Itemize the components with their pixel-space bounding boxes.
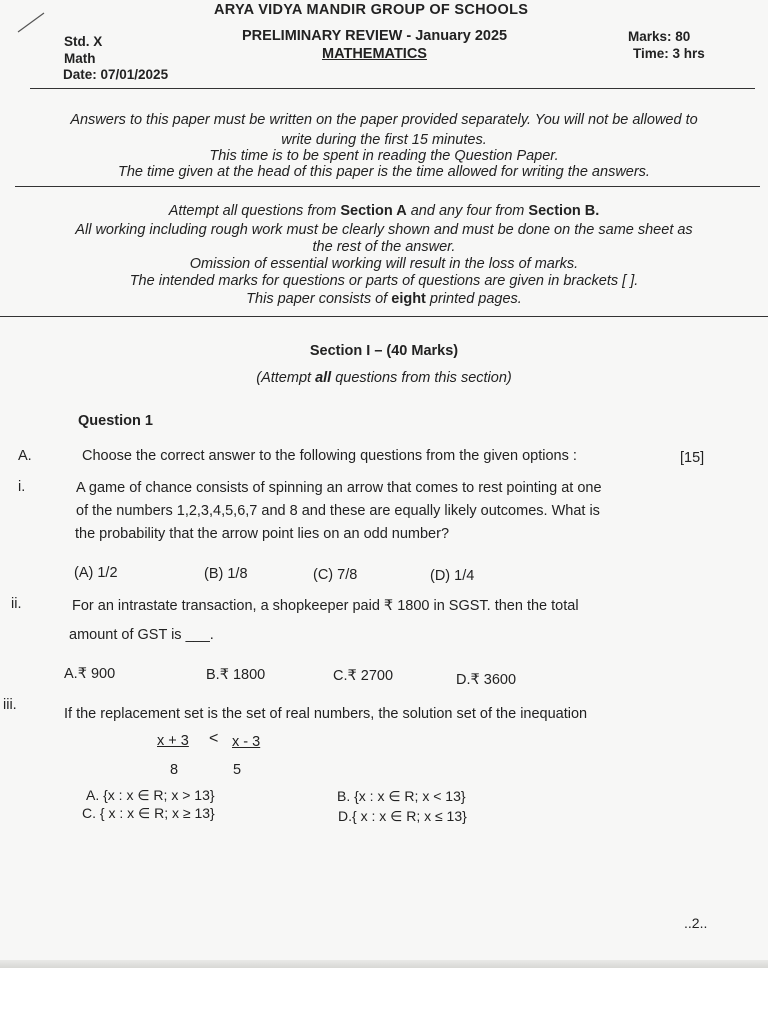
exam-title: PRELIMINARY REVIEW - January 2025 [242, 28, 508, 44]
option-a: A. {x : x ∈ R; x > 13} [86, 787, 215, 803]
option-d: D.₹ 3600 [456, 672, 517, 688]
header-divider [30, 88, 755, 89]
option-c: C.₹ 2700 [333, 668, 394, 684]
question-text: amount of GST is ___. [69, 627, 214, 643]
note-line: This time is to be spent in reading the Question Paper. [209, 148, 559, 164]
part-label: A. [18, 448, 32, 464]
instruction-line: The intended marks for questions or parts of questions are given in brackets [ ]. [129, 273, 639, 289]
question-heading: Question 1 [78, 413, 153, 429]
option-d: (D) 1/4 [430, 568, 475, 584]
instruction-line: the rest of the answer. [312, 239, 456, 255]
option-c: C. { x : x ∈ R; x ≥ 13} [82, 805, 215, 821]
option-b: B.₹ 1800 [206, 667, 266, 683]
instruction-line: All working including rough work must be clearly shown and must be done on the same sheet as [75, 222, 693, 238]
subject-short: Math [64, 51, 96, 66]
question-text: A game of chance consists of spinning an arrow that comes to rest pointing at one [76, 480, 602, 496]
option-a: A.₹ 900 [64, 666, 116, 682]
page-count: eight [391, 291, 426, 307]
question-text: of the numbers 1,2,3,4,5,6,7 and 8 and these are equally likely outcomes. What is [76, 503, 600, 519]
page-continuation-marker: ..2.. [684, 915, 708, 931]
note-line: write during the first 15 minutes. [281, 132, 487, 148]
instruction-line: This paper consists of eight printed pages. [246, 291, 522, 307]
fraction-left-numerator: x + 3 [157, 733, 189, 749]
marks-total: Marks: 80 [628, 29, 691, 44]
instructions-divider [0, 316, 768, 317]
question-text: For an intrastate transaction, a shopkeeper paid ₹ 1800 in SGST. then the total [72, 598, 579, 614]
fraction-right-denominator: 5 [233, 762, 242, 778]
fraction-left-denominator: 8 [170, 762, 179, 778]
question-text: If the replacement set is the set of real numbers, the solution set of the inequation [64, 706, 588, 722]
instruction-line: Omission of essential working will result in the loss of marks. [189, 256, 579, 272]
subject-title: MATHEMATICS [322, 46, 427, 62]
fraction-right-numerator: x - 3 [232, 734, 261, 750]
question-number: i. [18, 479, 26, 495]
section-subtitle: (Attempt all questions from this section) [256, 370, 512, 386]
question-number: iii. [3, 697, 17, 713]
section-b-ref: Section B. [528, 203, 600, 219]
note-line: The time given at the head of this paper is the time allowed for writing the answers. [118, 164, 650, 180]
less-than-sign: < [209, 730, 219, 747]
note-line: Answers to this paper must be written on the paper provided separately. You will not be allowed to [70, 112, 698, 128]
part-instruction: Choose the correct answer to the following questions from the given options : [82, 448, 577, 464]
option-b: B. {x : x ∈ R; x < 13} [337, 788, 466, 804]
std-label: Std. X [64, 34, 103, 49]
exam-duration: Time: 3 hrs [633, 46, 705, 61]
option-b: (B) 1/8 [204, 566, 248, 582]
option-c: (C) 7/8 [313, 567, 358, 583]
pen-mark [16, 10, 46, 34]
section-title: Section I – (40 Marks) [309, 343, 459, 359]
section-a-ref: Section A [340, 203, 407, 219]
question-number: ii. [11, 596, 22, 612]
instruction-line: Attempt all questions from Section A and any four from Section B. [168, 203, 600, 219]
notes-divider [15, 186, 760, 187]
question-text: the probability that the arrow point lies on an odd number? [75, 526, 450, 542]
option-d: D.{ x : x ∈ R; x ≤ 13} [338, 808, 467, 824]
school-name: ARYA VIDYA MANDIR GROUP OF SCHOOLS [214, 2, 529, 18]
option-a: (A) 1/2 [74, 565, 118, 581]
exam-date: Date: 07/01/2025 [63, 67, 169, 82]
part-marks: [15] [680, 450, 705, 466]
paper-bottom-edge [0, 960, 768, 968]
